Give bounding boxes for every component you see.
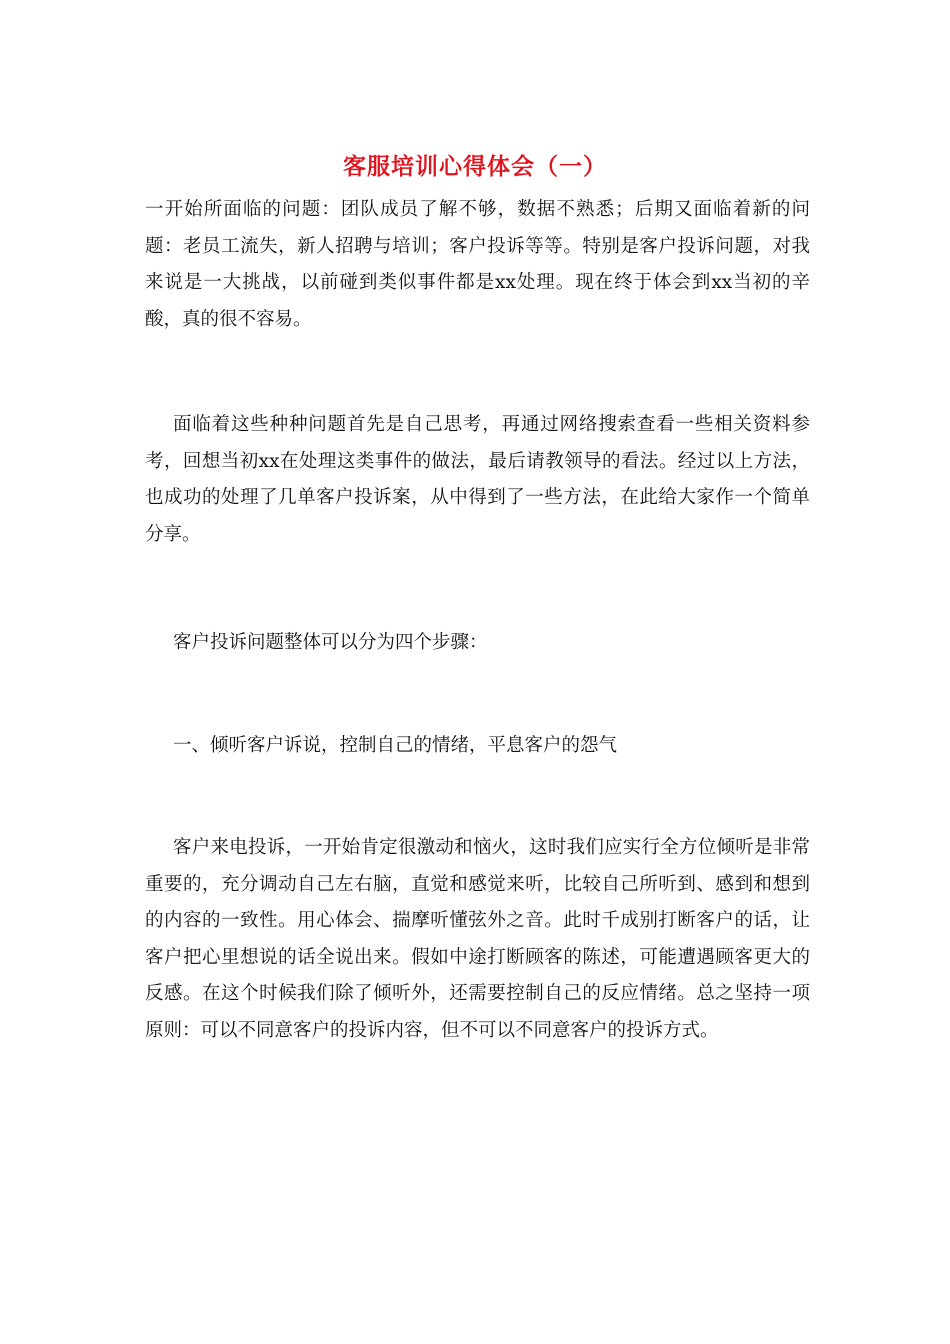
section-heading-step-one: 一、倾听客户诉说，控制自己的情绪，平息客户的怨气	[173, 735, 618, 756]
paragraph-intro: 一开始所面临的问题：团队成员了解不够，数据不熟悉；后期又面临着新的问题：老员工流失，新人招聘与培训；客户投诉等等。特别是客户投诉问题，对我来说是一大挑战，以前碰到类似事件都是xx处理。现在终于体会到xx当初的辛酸，真的很不容易。	[145, 199, 810, 330]
paragraph-step-one-detail: 客户来电投诉，一开始肯定很激动和恼火，这时我们应实行全方位倾听是非常重要的，充分调动自己左右脑，直觉和感觉来听，比较自己所听到、感到和想到的内容的一致性。用心体会、揣摩听懂弦外之音。此时千成别打断客户的话，让客户把心里想说的话全说出来。假如中途打断顾客的陈述，可能遭遇顾客更大的反感。在这个时候我们除了倾听外，还需要控制自己的反应情绪。总之坚持一项原则：可以不同意客户的投诉内容，但不可以不同意客户的投诉方式。	[145, 837, 810, 1041]
paragraph-approach: 面临着这些种种问题首先是自己思考，再通过网络搜索查看一些相关资料参考，回想当初xx在处理这类事件的做法，最后请教领导的看法。经过以上方法，也成功的处理了几单客户投诉案，从中得到了一些方法，在此给大家作一个简单分享。	[145, 414, 810, 545]
document-title: 客服培训心得体会（一）	[343, 153, 607, 180]
paragraph-steps-intro: 客户投诉问题整体可以分为四个步骤：	[173, 632, 488, 653]
